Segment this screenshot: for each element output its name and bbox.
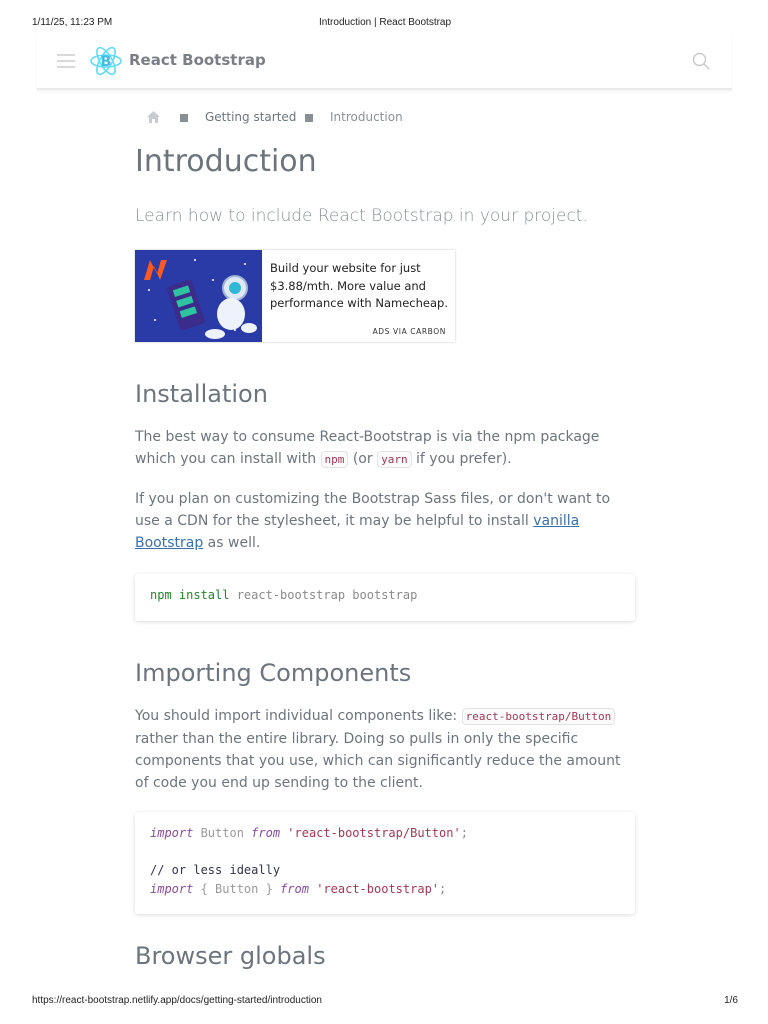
print-page-number: 1/6 xyxy=(724,995,738,1006)
print-date: 1/11/25, 11:23 PM xyxy=(32,17,113,28)
breadcrumb-separator xyxy=(180,114,188,122)
code-keyword: import xyxy=(150,882,194,896)
ad-text[interactable]: Build your website for just $3.88/mth. More value and performance with Namecheap. xyxy=(270,261,448,310)
search-icon[interactable] xyxy=(692,52,710,70)
browser-globals-heading: Browser globals xyxy=(135,942,326,970)
installation-paragraph-2 xyxy=(135,488,637,554)
svg-text:B: B xyxy=(100,54,112,70)
installation-p2-text: If you plan on customizing the Bootstrap Sass files, or don't want to use a CDN for the stylesheet, it may be helpful to install xyxy=(135,491,611,529)
ad-via-label[interactable]: ADS VIA CARBON xyxy=(372,327,446,336)
code-arguments: react-bootstrap bootstrap xyxy=(229,588,418,602)
importing-p-end: rather than the entire library. Doing so pulls in only the specific components that you use, which can significantly reduce the amount of code you end up sending to the client. xyxy=(135,731,621,791)
page-lead: Learn how to include React Bootstrap in your project. xyxy=(135,206,588,226)
importing-p-text: You should import individual components like: xyxy=(135,708,462,724)
code-keyword: import xyxy=(150,826,194,840)
brand-name[interactable]: React Bootstrap xyxy=(129,51,266,69)
code-line xyxy=(150,588,417,602)
breadcrumb-item-introduction: Introduction xyxy=(330,110,403,124)
home-icon[interactable] xyxy=(147,111,160,123)
breadcrumb-separator xyxy=(305,114,313,122)
print-header xyxy=(32,17,738,31)
carbon-ad[interactable] xyxy=(135,250,455,342)
code-comment: // or less ideally xyxy=(150,863,281,877)
ad-illustration-icon[interactable] xyxy=(135,250,262,342)
react-bootstrap-logo-icon[interactable] xyxy=(89,45,123,77)
vanilla-bootstrap-link[interactable]: vanilla Bootstrap xyxy=(135,513,580,551)
importing-heading: Importing Components xyxy=(135,659,412,687)
code-keyword: from xyxy=(280,882,309,896)
code-keyword: from xyxy=(251,826,281,840)
importing-paragraph xyxy=(135,705,637,794)
menu-icon[interactable] xyxy=(57,54,75,68)
installation-paragraph-1 xyxy=(135,426,637,471)
code-punctuation: ; xyxy=(460,826,468,840)
code-identifier: { Button } xyxy=(193,882,281,896)
code-string: 'react-bootstrap/Button' xyxy=(280,826,461,840)
print-footer xyxy=(32,995,738,1009)
code-line xyxy=(150,882,446,896)
code-line xyxy=(150,826,468,840)
code-yarn: yarn xyxy=(377,451,412,468)
install-code-block[interactable] xyxy=(135,574,635,621)
code-react-bootstrap-button: react-bootstrap/Button xyxy=(462,708,616,725)
import-code-block[interactable] xyxy=(135,812,635,914)
installation-p1-text: The best way to consume React-Bootstrap is via the npm package which you can install with xyxy=(135,429,600,467)
code-npm: npm xyxy=(321,451,349,468)
print-title: Introduction | React Bootstrap xyxy=(318,17,452,28)
navbar xyxy=(37,34,732,90)
print-url: https://react-bootstrap.netlify.app/docs/getting-started/introduction xyxy=(32,995,322,1006)
breadcrumb-item-getting-started[interactable]: Getting started xyxy=(205,110,297,124)
page-title: Introduction xyxy=(135,144,317,179)
installation-heading: Installation xyxy=(135,380,268,408)
installation-p1-end: if you prefer). xyxy=(411,451,512,467)
code-command: npm install xyxy=(150,588,230,602)
code-string: 'react-bootstrap' xyxy=(308,882,440,896)
installation-p2-end: as well. xyxy=(203,535,261,551)
code-punctuation: ; xyxy=(439,882,447,896)
installation-p1-mid: (or xyxy=(348,451,378,467)
code-identifier: Button xyxy=(193,826,252,840)
